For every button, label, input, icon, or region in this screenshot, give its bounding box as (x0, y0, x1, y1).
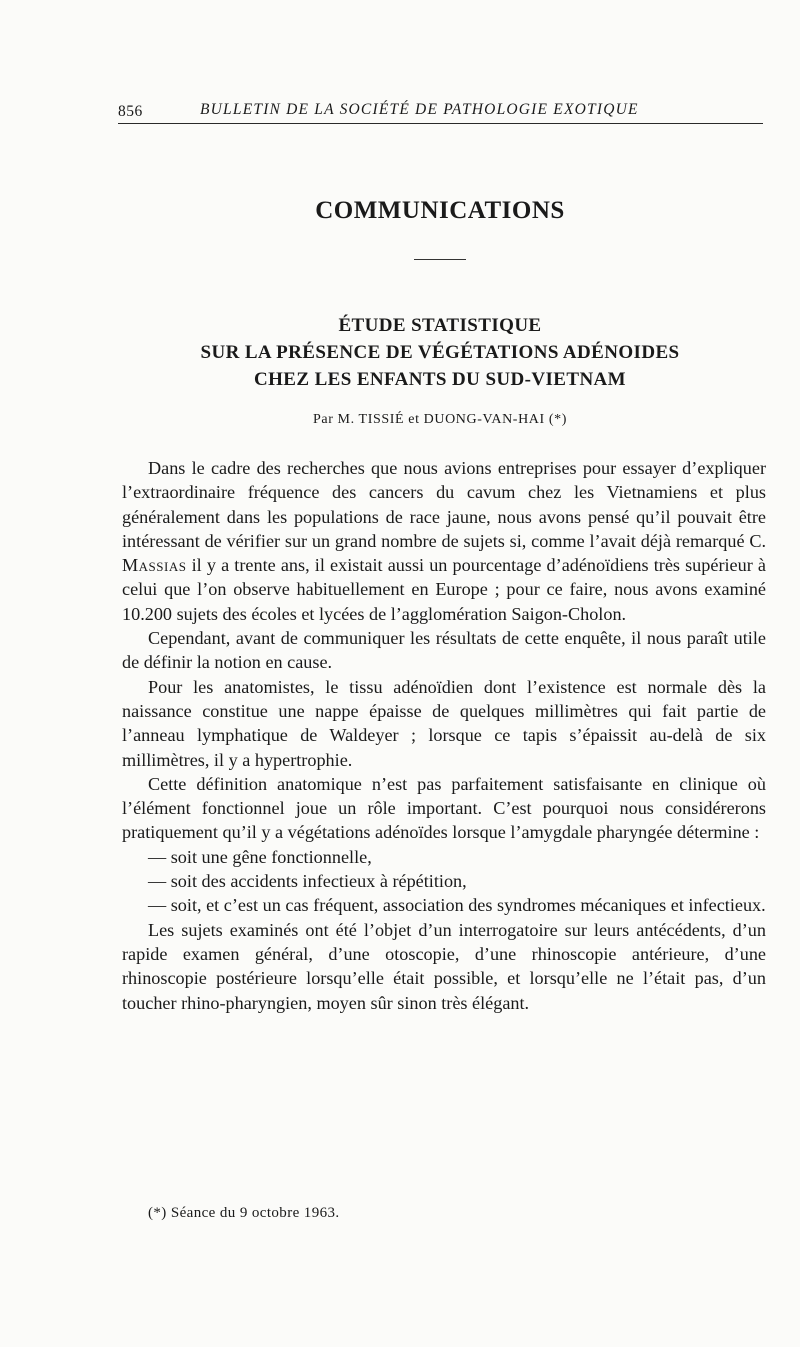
paragraph-1-part-b: il y a trente ans, il existait aussi un pourcentage d’adénoïdiens très supérieur à celui que l’on observe habituellement en Europe ; pour ce faire, nous avons examiné 10.200 sujets des écoles et lycées de l’agglomération Saigon-Cholon. (122, 555, 766, 624)
article-title-line-2: SUR LA PRÉSENCE DE VÉGÉTATIONS ADÉNOIDES (200, 342, 680, 363)
footnote: (*) Séance du 9 octobre 1963. (148, 1205, 340, 1221)
article-title-line-3: CHEZ LES ENFANTS DU SUD-VIETNAM (253, 369, 627, 390)
list-item-2: — soit des accidents infectieux à répétition, (148, 871, 467, 892)
article-title (118, 312, 762, 393)
paragraph-1 (122, 456, 766, 626)
paragraph-2: Cependant, avant de communiquer les résultats de cette enquête, il nous paraît utile de définir la notion en cause. (122, 628, 766, 673)
section-heading: COMMUNICATIONS (315, 197, 565, 224)
paragraph-5: Les sujets examinés ont été l’objet d’un interrogatoire sur leurs antécédents, d’un rapide examen général, d’une otoscopie, d’une rhinoscopie antérieure, d’une rhinoscopie postérieure lorsqu’elle était possible, et lorsqu’elle ne l’était pas, d’un toucher rhino-pharyngien, moyen sûr sinon très élégant. (122, 919, 766, 1013)
running-head (118, 101, 763, 124)
author-name-massias: Massias (122, 555, 187, 576)
author-byline: Par M. TISSIÉ et DUONG-VAN-HAI (*) (313, 412, 567, 427)
list-item-3: — soit, et c’est un cas fréquent, association des syndromes mécaniques et infectieux. (148, 895, 766, 916)
article-body (122, 456, 766, 1015)
paragraph-1-part-a: Dans le cadre des recherches que nous avions entreprises pour essayer d’expliquer l’extraordinaire fréquence des cancers du cavum chez les Vietnamiens et plus généralement dans les populations de race jaune, nous avons pensé qu’il pouvait être intéressant de vérifier sur un grand nombre de sujets si, comme l’avait déjà remarqué C. (122, 458, 766, 551)
heading-divider (414, 259, 466, 260)
journal-title: BULLETIN DE LA SOCIÉTÉ DE PATHOLOGIE EXOTIQUE (200, 101, 639, 118)
paragraph-3: Pour les anatomistes, le tissu adénoïdien dont l’existence est normale dès la naissance constitue une nappe épaisse de quelques millimètres qui fait partie de l’anneau lymphatique de Waldeyer ; lorsque ce tapis s’épaissit au-delà de six millimètres, il y a hypertrophie. (122, 676, 766, 770)
page-number: 856 (118, 103, 143, 120)
paragraph-4: Cette définition anatomique n’est pas parfaitement satisfaisante en clinique où l’élément fonctionnel joue un rôle important. C’est pourquoi nous considérerons pratiquement qu’il y a végétations adénoïdes lorsque l’amygdale pharyngée détermine : (122, 773, 766, 843)
list-item-1: — soit une gêne fonctionnelle, (148, 846, 372, 867)
article-title-line-1: ÉTUDE STATISTIQUE (338, 315, 542, 336)
